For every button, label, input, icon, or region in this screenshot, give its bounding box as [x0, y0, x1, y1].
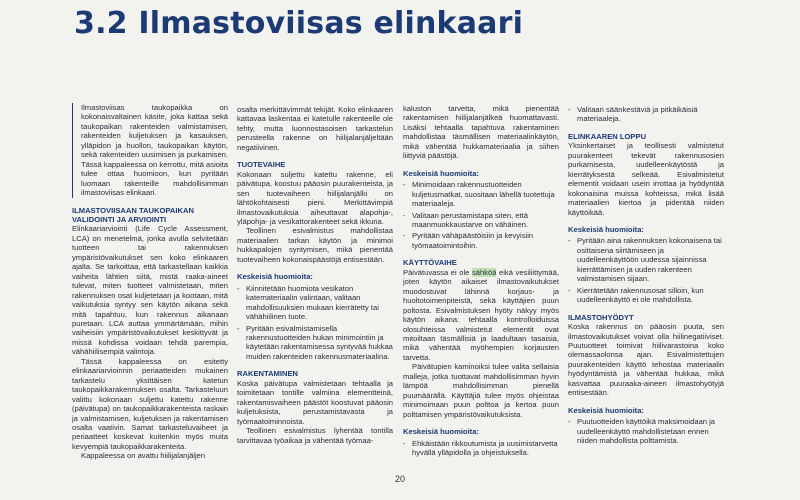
key-points-list	[237, 284, 393, 362]
key-points-heading: Keskeisiä huomioita:	[237, 272, 313, 282]
column-4	[568, 105, 724, 446]
section-heading-kayttovaihe: KÄYTTÖVAIHE	[403, 258, 457, 268]
list-item: - Minimoidaan rakennustuotteiden kuljetusmatkat, suositaan lähellä tuotettuja materiaaleja.	[403, 180, 559, 208]
body-paragraph: Koska päivätupa valmistetaan tehtaalla ja toimitetaan tontille valmiina elementteinä, rakentamisvaiheen päästöt koostuvat pääosin kuljetuksista, perustamistavasta ja työmaatoiminnoista.	[237, 378, 393, 426]
list-item: - Puutuotteiden käyttöikä maksimoidaan ja uudelleenkäyttö mahdollistetaan ennen niiden mahdollista polttamista.	[568, 417, 724, 445]
key-points-list	[568, 236, 724, 304]
text-run: eikä vesiliittymää, joten käytön aikaiset ilmastovaikutukset muodostuvat lähinnä korjaus- ja huoltotoimenpiteistä, sekä käyttäjien puun poltosta. Esivalmistuksen hyöty näkyy myös käytön aikana: tehtaalla kontrolloiduissa olosuhteissa valmistetut elementit ovat mitoiltaan täsmällisiä ja laadultaan tasaisia, mikä vähentää myöhempien korjausten tarvetta.	[403, 267, 559, 362]
key-points-list	[403, 439, 559, 458]
body-paragraph: kaluston tarvetta, mikä pienentää rakentamisen hiilijalanjälkeä huomattavasti. Lisäksi tehtaalla tapahtuva rakentaminen mahdollistaa täsmällisen materiaalinkäytön, mikä vähentää hukkamateriaalia ja siihen liittyviä päästöjä.	[403, 104, 559, 161]
body-paragraph	[403, 268, 559, 363]
key-points-heading: Keskeisiä huomioita:	[568, 405, 644, 415]
page-number: 20	[394, 474, 405, 484]
body-paragraph: Kokonaan suljettu katettu rakenne, eli päivätupa, koostuu pääosin puurakenteista, ja sen tuotevaiheen hiilijalanjälki on lähtökohtaisesti pieni. Merkittävimpiä ilmastovaikutuksia aiheuttavat alapohja-, yläpohja- ja vesikattorakenteet sekä ikkuna.	[237, 169, 393, 226]
list-item: - Kiinnitetään huomiota vesikaton katemateriaalin valintaan, valitaan mahdollisuuksien mukaan kierrätetty tai vähähiilinen tuote.	[237, 284, 393, 322]
key-points-heading: Keskeisiä huomioita:	[568, 224, 644, 234]
body-paragraph: Teollinen esivalmistus mahdollistaa materiaalien tarkan käytön ja minimoi hukkapalojen syntymisen, mikä pienentää tuotevaiheen kokonaispäästöjä entisestään.	[237, 226, 393, 264]
list-item: - Pyritään vähäpäästöisiin ja kevyisiin työmaatoimintoihin.	[403, 231, 559, 250]
key-points-list	[403, 180, 559, 250]
list-item: - Valitaan perustamistapa siten, että maanmuokkaustarve on vähäinen.	[403, 211, 559, 230]
section-heading-validation: ILMASTOVIISAAN TAUKOPAIKAN VALIDOINTI JA ARVIOINTI	[72, 205, 194, 224]
column-2	[237, 105, 393, 445]
key-points-heading: Keskeisiä huomioita:	[403, 168, 479, 178]
list-item: - Pyritään aina rakennuksen kokonaisena tai osittaisena siirtämiseen ja uudelleenkäyttöön uudessa sijainnissa kierrättämisen ja uuden rakenteen valmistamisen sijaan.	[568, 236, 724, 283]
key-points-list	[568, 417, 724, 445]
section-heading-elinkaaren-loppu: ELINKAAREN LOPPU	[568, 131, 647, 141]
body-paragraph: osalta merkittävimmät tekijät. Koko elinkaaren kattavaa laskentaa ei katetulle rakenteelle ole tehty, mutta luonnostasoisen tarkastelun perusteella rakenne on hiilijalanjäljeltään negatiivinen.	[237, 105, 393, 152]
list-item: - Kierrätetään rakennusosat silloin, kun uudelleenkäyttö ei ole mahdollista.	[568, 286, 724, 305]
list-item: - Ehkäistään rikkoutumista ja uusimistarvetta hyvällä ylläpidolla ja ohjeistuksella.	[403, 439, 559, 458]
section-heading-ilmastohyodyt: ILMASTOHYÖDYT	[568, 312, 634, 322]
body-paragraph: Kappaleessa on avattu hiilijalanjäljen	[81, 451, 206, 461]
body-paragraph: Koska rakennus on pääosin puuta, sen ilmastovaikutukset voivat olla hiilinegatiiviset. Puutuotteet toimivat hiilivarastoina koko olemassaolonsa ajan. Esivalmistettujen puurakenteiden käyttö tehostaa materiaalin hyödyntämistä ja vähentää hukkaa, mikä kasvattaa puuraaka-aineen ilmastohyötyjä entisestään.	[568, 322, 724, 398]
section-heading-rakentaminen: RAKENTAMINEN	[237, 369, 299, 379]
column-3	[403, 104, 559, 457]
key-points-list	[568, 105, 724, 124]
intro-paragraph: Ilmastoviisas taukopaikka on kokonaisvaltainen käsite, joka kattaa sekä taukopaikan rakenteiden valmistamisen, rakenteiden kuljetuksen ja kasauksen, ylläpidon ja huollon, taukopaikan käytön, sekä rakenteiden uusimisen ja purkamisen. Tässä kappaleessa on kerrottu, mitä asioita tulee ottaa huomioon, kun pyritään luomaan rakenteille mahdollisimman ilmastoviisas elinkaari.	[72, 103, 228, 198]
key-points-heading: Keskeisiä huomioita:	[403, 427, 479, 437]
column-1	[72, 103, 228, 461]
section-heading-tuotevaihe: TUOTEVAIHE	[237, 160, 286, 170]
list-item: - Valitaan säänkestäviä ja pitkäikäisiä materiaaleja.	[568, 105, 724, 124]
list-item: - Pyritään esivalmistamisella rakennustuotteiden hukan minimointiin ja käytetään rakentamisessa syntyvää hukkaa muiden rakenteiden rakennusmateriaalina.	[237, 324, 393, 362]
body-paragraph: Tässä kappaleessa on esitetty elinkaariarvioinnin periaatteiden mukainen tarkastelu yksittäisen katetun taukopaikkarakennuksen osalta. Tarkasteluun valittu kokonaan suljettu katettu rakenne (päivätupa) on taukopaikkarakenteista raskain ja valmistamisen, kuljetuksen ja rakentamisen osalta vaativin. Samat tarkasteluvaiheet ja periaatteet koskevat kuitenkin myös muita kevyempiä taukopaikkarakenteita.	[72, 356, 228, 451]
highlighted-word: sähköä	[471, 267, 497, 277]
page-title: 3.2 Ilmastoviisas elinkaari	[74, 6, 524, 41]
body-paragraph: Elinkaariarviointi (Life Cycle Assessment, LCA) on menetelmä, jonka avulla selvitetään tuotteen tai rakennuksen ympäristövaikutukset sen koko elinkaaren ajalta. Se tarkoittaa, että tarkastellaan kaikkia vaiheita lähtien siitä, mistä raaka-aineet tulevat, miten tuotteet valmistetaan, miten rakennuksen osat kuljetetaan ja kootaan, mitä vaikutuksia syntyy sen käytön aikana sekä mitä tapahtuu, kun rakennus aikanaan puretaan. LCA auttaa ymmärtämään, mihin vaiheisiin ympäristövaikutukset keskittyvät ja missä kohdissa voidaan tehdä parempia, vähähiilisempiä valintoja.	[72, 224, 228, 357]
body-paragraph: Yksinkertaiset ja teollisesti valmistetut puurakenteet tekevät rakennusosien purkamisesta, uudelleenkäytöstä ja kierrätyksestä selkeää. Esivalmistetut elementit voidaan usein irrottaa ja hyödyntää kokonaisina muissa kohteissa, mikä lisää materiaalien kiertoa ja pidentää niiden käyttöikää.	[568, 141, 724, 217]
body-paragraph: Teollinen esivalmistus lyhentää tontilla tarvittavaa työaikaa ja vähentää työmaa-	[237, 426, 393, 445]
body-paragraph: Päivätupien kaminoiksi tulee valita sellaisia malleja, jotka tuottavat mahdollisimman hyvin lämpöä mahdollisimman pienellä puumäärällä. Käyttäjiä tulee myös ohjeistaa minimoimaan puun polttoa ja kertoa puun polttamisen ympäristövaikutuksista.	[403, 362, 559, 419]
text-run: Päivätuvassa ei ole	[403, 267, 472, 277]
